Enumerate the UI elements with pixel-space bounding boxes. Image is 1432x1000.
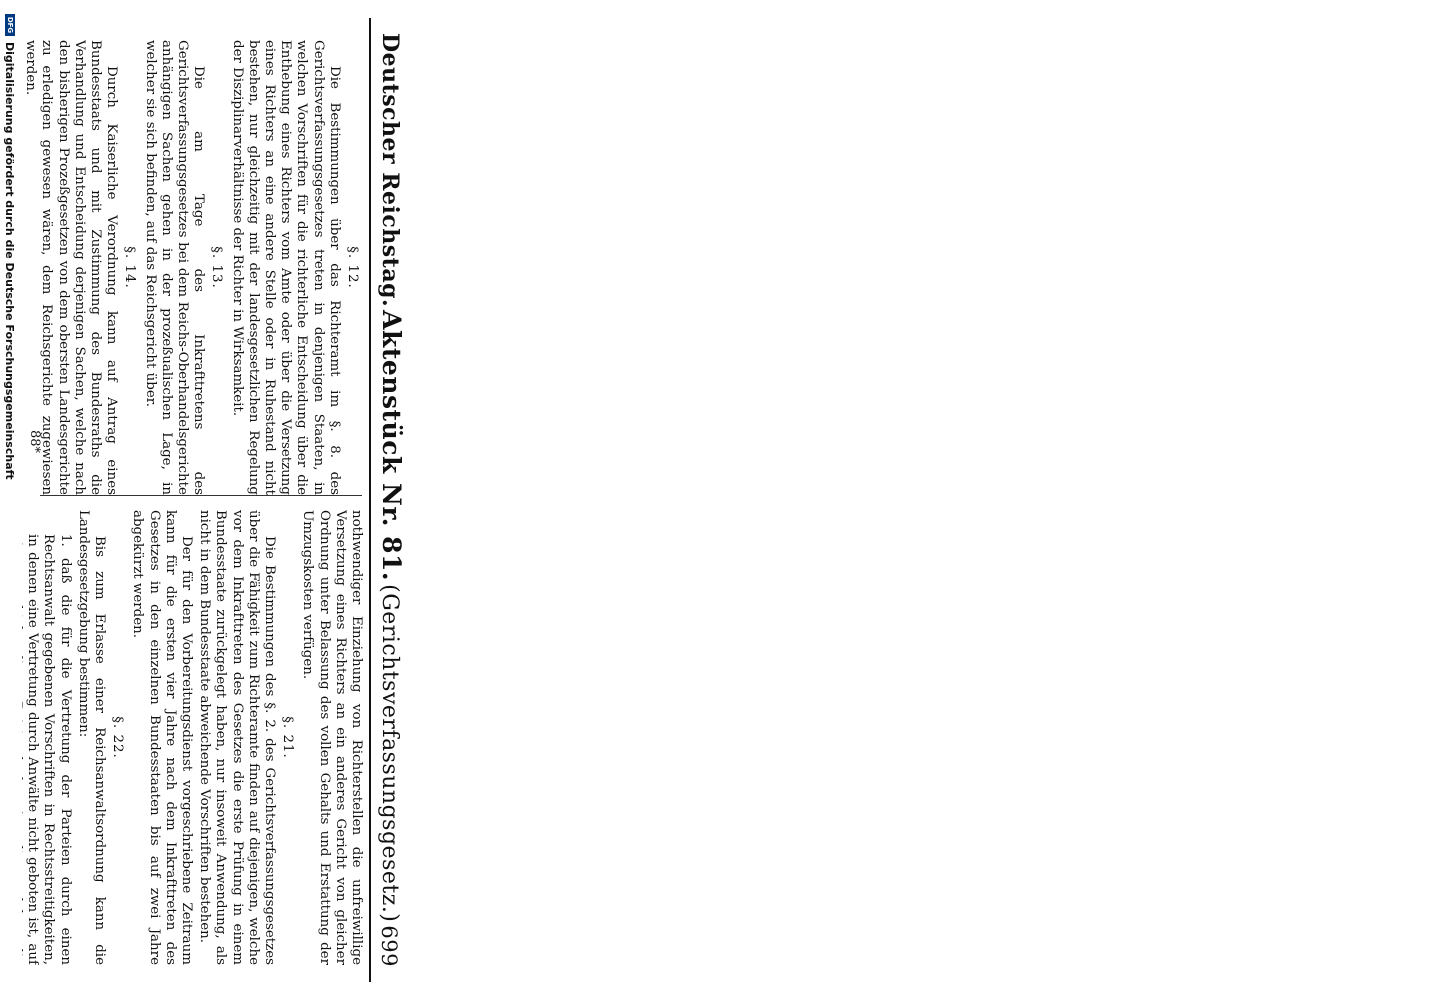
dfg-logo-icon: DFG (5, 14, 15, 36)
gazette-title: Deutscher Reichstag. (377, 33, 403, 308)
page-number: 699 (377, 925, 401, 967)
section-heading: §. 12. (345, 246, 360, 289)
list-item: 1. daß die für die Vertretung der Parteien durch einen Rechtsanwalt gegebenen Vorschriften in Rechtsstreitigkeiten, in denen eine Vertretung durch Anwälte nicht geboten ist, auf (25, 534, 73, 965)
section-heading: §. 14. (122, 246, 138, 289)
paragraph: Die Bestimmungen über das Richteramt im §. 8. des Gerichtsverfassungsgesetzes treten in denjenigen Staaten, in welchen Vorschriften für die richterliche Entscheidung über die Enthebung eines Richters vom Amte oder über die Versetzung eines Richters an eine andere Stelle oder in Ruhestand nicht bestehen, nur gleichzeitig mit der landesgesetzlichen Regelung der Disziplinarverhältnisse der Richter in Wirksamkeit. (229, 40, 342, 495)
page-header (369, 18, 417, 982)
paragraph: Der für den Vorbereitungsdienst vorgeschriebene Zeitraum kann für die ersten vier Jahre nach dem Inkrafttreten des Gesetzes in den einzelnen Bundesstaaten bis auf zwei Jahre abgekürzt werden. (130, 510, 194, 965)
right-column-body (22, 510, 364, 965)
issue-number: Aktenstück Nr. 81. (377, 310, 406, 582)
paragraph: nothwendiger Einziehung von Richterstellen die unfreiwillige Versetzung eines Richters an ein anderes Gericht von gleicher Ordnung unter Belassung des vollen Gehalts und Erstattung der Umzugskosten verfügen. (300, 510, 364, 965)
document-subject: (Gerichtsverfassungsgesetz.) (377, 584, 402, 923)
digitization-credit (0, 0, 20, 1000)
paragraph: Bis zum Erlasse einer Reichsanwaltsordnung kann die Landesgesetzgebung bestimmen: (75, 510, 107, 965)
paragraph: Durch Kaiserliche Verordnung kann auf Antrag eines Bundesstaats und mit Zustimmung des Bundesraths die Verhandlung und Entscheidung derjenigen Sachen, welche nach den bisherigen Prozeßgesetzen von dem obersten Landesgerichte zu erledigen gewesen wären, dem Reichsgerichte zugewiesen werden. (23, 40, 120, 495)
right-column (22, 510, 364, 965)
section-heading: §. 21. (280, 716, 296, 759)
left-column (22, 40, 364, 495)
section-heading: §. 13. (209, 246, 225, 289)
paragraph: Die Bestimmungen des §. 2. des Gerichtsverfassungsgesetzes über die Fähigkeit zum Richteramte finden auf diejenigen, welche vor dem Inkrafttreten des Gesetzes die erste Prüfung in einem Bundesstaate zurückgelegt haben, nur insoweit Anwendung, als nicht in dem Bundesstaate abweichende Vorschriften bestehen. (197, 510, 277, 965)
paragraph: Die am Tage des Inkrafttretens des Gerichtsverfassungsgesetzes bei dem Reichs-Oberhandelsgerichte anhängigen Sachen gehen in der prozeßualischen Lage, in welcher sie sich befinden, auf das Reichsgericht über. (142, 40, 207, 495)
signature-mark: 88* (27, 430, 42, 454)
digitization-credit-text: Digitalisierung gefördert durch die Deutsche Forschungsgemeinschaft (3, 42, 17, 480)
column-divider (40, 495, 362, 496)
section-heading: §. 22. (110, 716, 126, 759)
